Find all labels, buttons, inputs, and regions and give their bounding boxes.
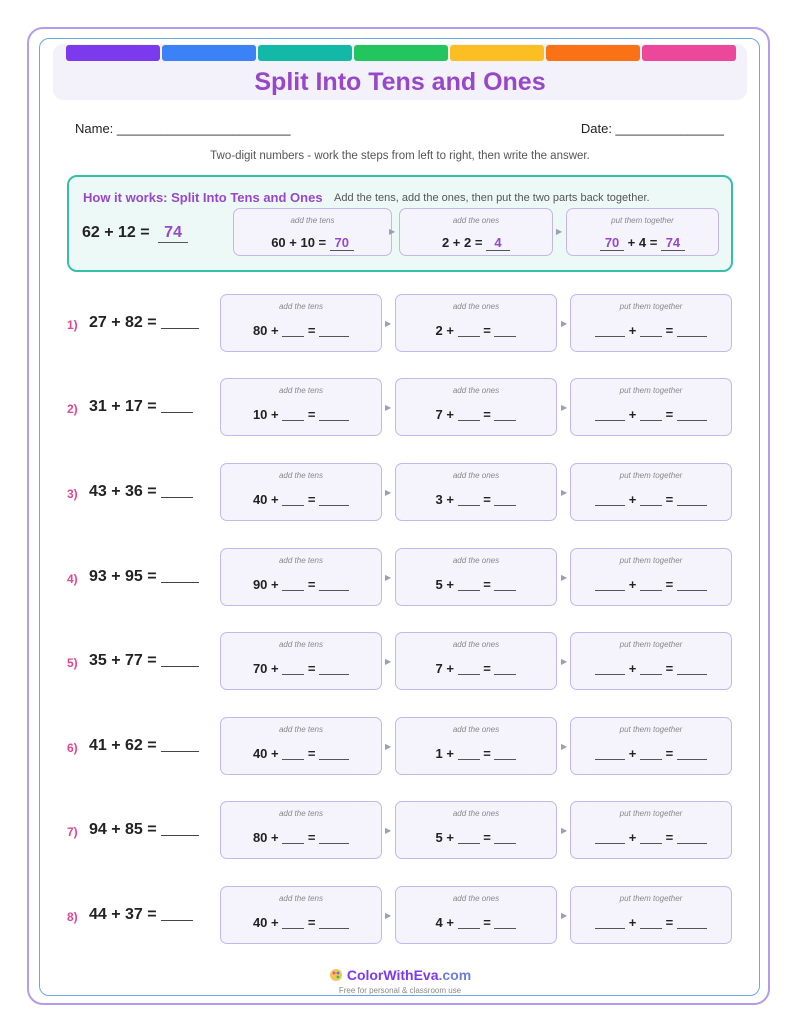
step-start: 1 + — [435, 746, 454, 761]
step-start: 3 + — [435, 492, 454, 507]
step-start: 7 + — [435, 407, 454, 422]
step-together — [570, 632, 732, 690]
problem-equation — [89, 652, 199, 670]
arrow-icon: ▶ — [556, 227, 563, 236]
answer-blank[interactable] — [677, 408, 707, 421]
step-caption: add the tens — [278, 386, 324, 395]
step-ones — [395, 294, 557, 352]
arrow-icon: ▶ — [385, 488, 392, 497]
step-start: 5 + — [435, 577, 454, 592]
problem-number: 7) — [67, 825, 78, 839]
answer-blank[interactable] — [458, 493, 480, 506]
step-caption: put them together — [619, 725, 683, 734]
arrow-icon: ▶ — [385, 742, 392, 751]
step-caption: add the ones — [452, 725, 500, 734]
answer-blank[interactable] — [282, 747, 304, 760]
step-ones — [395, 548, 557, 606]
answer-blank[interactable] — [319, 662, 349, 675]
step-line: 40 + = — [221, 746, 381, 761]
answer-blank[interactable] — [595, 662, 625, 675]
step-tens — [220, 463, 382, 521]
step-tens — [220, 717, 382, 775]
step-line: + = — [571, 915, 731, 930]
answer-blank[interactable] — [494, 662, 516, 675]
step-start: 10 + — [252, 407, 279, 422]
step-line: + = — [571, 407, 731, 422]
step-caption: add the tens — [278, 556, 324, 565]
instructions: Two-digit numbers - work the steps from left to right, then write the answer. — [210, 150, 590, 162]
arrow-icon: ▶ — [385, 657, 392, 666]
answer-blank[interactable] — [282, 578, 304, 591]
example-title: How it works: Split Into Tens and Ones — [83, 190, 323, 205]
step-ones — [395, 886, 557, 944]
stripe-1 — [66, 45, 160, 61]
step-caption: add the tens — [278, 725, 324, 734]
arrow-icon: ▶ — [561, 911, 568, 920]
answer-blank[interactable] — [319, 408, 349, 421]
example-step-line — [400, 235, 552, 251]
answer-blank[interactable] — [282, 493, 304, 506]
step-together — [570, 886, 732, 944]
answer-blank[interactable] — [595, 916, 625, 929]
footer-tagline: Free for personal & classroom use — [338, 986, 462, 995]
arrow-icon: ▶ — [561, 742, 568, 751]
step-caption: add the tens — [278, 894, 324, 903]
brand-domain: .com — [438, 967, 472, 983]
step-line: 5 + = — [396, 830, 556, 845]
answer-blank[interactable] — [640, 324, 662, 337]
example-step-result: 74 — [661, 235, 685, 251]
step-start: 4 + — [435, 915, 454, 930]
step-together — [570, 294, 732, 352]
problem-expression: 93 + 95 = — [89, 568, 157, 585]
problem-answer-blank[interactable] — [161, 398, 193, 413]
step-caption: put them together — [619, 894, 683, 903]
problem-number: 3) — [67, 487, 78, 501]
answer-blank[interactable] — [494, 578, 516, 591]
step-line: 40 + = — [221, 492, 381, 507]
answer-blank[interactable] — [640, 747, 662, 760]
example-step-caption: add the ones — [452, 216, 500, 225]
step-caption: add the ones — [452, 302, 500, 311]
step-start: 90 + — [252, 577, 279, 592]
answer-blank[interactable] — [458, 324, 480, 337]
step-together — [570, 378, 732, 436]
answer-blank[interactable] — [319, 916, 349, 929]
answer-blank[interactable] — [458, 916, 480, 929]
answer-blank[interactable] — [282, 662, 304, 675]
stripe-7 — [642, 45, 736, 61]
stripe-4 — [354, 45, 448, 61]
step-caption: add the ones — [452, 809, 500, 818]
step-caption: put them together — [619, 556, 683, 565]
problem-equation — [89, 568, 199, 586]
problem-expression: 31 + 17 = — [89, 398, 157, 415]
answer-blank[interactable] — [640, 916, 662, 929]
answer-blank[interactable] — [595, 324, 625, 337]
example-step-ones — [399, 208, 553, 256]
step-caption: put them together — [619, 386, 683, 395]
answer-blank[interactable] — [640, 408, 662, 421]
example-step-result: 70 — [330, 235, 354, 251]
step-caption: add the tens — [278, 302, 324, 311]
step-start: 2 + — [435, 323, 454, 338]
date-field[interactable]: Date: _______________ — [580, 121, 724, 136]
answer-blank[interactable] — [640, 493, 662, 506]
step-start: 70 + — [252, 661, 279, 676]
problem-number: 6) — [67, 741, 78, 755]
step-line: 7 + = — [396, 661, 556, 676]
answer-blank[interactable] — [494, 324, 516, 337]
step-start: 40 + — [252, 746, 279, 761]
step-line: + = — [571, 577, 731, 592]
example-step-line — [234, 235, 391, 251]
example-answer: 74 — [158, 224, 188, 243]
stripe-2 — [162, 45, 256, 61]
step-line: 1 + = — [396, 746, 556, 761]
problem-expression: 43 + 36 = — [89, 483, 157, 500]
footer — [0, 967, 800, 995]
step-line: 3 + = — [396, 492, 556, 507]
example-subtitle: Add the tens, add the ones, then put the two parts back together. — [334, 192, 650, 204]
step-together — [570, 463, 732, 521]
answer-blank[interactable] — [595, 578, 625, 591]
stripe-6 — [546, 45, 640, 61]
step-line: 80 + = — [221, 323, 381, 338]
step-line: 80 + = — [221, 830, 381, 845]
example-step-line — [567, 235, 718, 251]
problem-number: 2) — [67, 402, 78, 416]
answer-blank[interactable] — [458, 747, 480, 760]
arrow-icon: ▶ — [385, 911, 392, 920]
problem-expression: 27 + 82 = — [89, 314, 157, 331]
example-step-caption: put them together — [611, 216, 674, 225]
problem-answer-blank[interactable] — [161, 906, 193, 921]
palette-icon — [329, 968, 343, 982]
step-caption: add the ones — [452, 471, 500, 480]
step-line: + = — [571, 492, 731, 507]
step-ones — [395, 378, 557, 436]
step-tens — [220, 886, 382, 944]
step-caption: add the ones — [452, 894, 500, 903]
problem-answer-blank[interactable] — [161, 568, 199, 583]
answer-blank[interactable] — [677, 324, 707, 337]
stripe-3 — [258, 45, 352, 61]
arrow-icon: ▶ — [561, 403, 568, 412]
step-caption: add the tens — [278, 640, 324, 649]
step-start: 80 + — [252, 323, 279, 338]
step-together — [570, 548, 732, 606]
answer-blank[interactable] — [640, 578, 662, 591]
answer-blank[interactable] — [494, 408, 516, 421]
problem-number: 4) — [67, 572, 78, 586]
problem-answer-blank[interactable] — [161, 314, 199, 329]
step-start: 7 + — [435, 661, 454, 676]
example-step-op: + 4 = — [627, 235, 658, 250]
arrow-icon: ▶ — [561, 319, 568, 328]
brand-name: ColorWithEva — [346, 967, 439, 983]
step-caption: add the ones — [452, 386, 500, 395]
step-line: + = — [571, 323, 731, 338]
step-caption: put them together — [619, 640, 683, 649]
answer-blank[interactable] — [282, 408, 304, 421]
answer-blank[interactable] — [282, 324, 304, 337]
problem-expression: 44 + 37 = — [89, 906, 157, 923]
answer-blank[interactable] — [319, 747, 349, 760]
arrow-icon: ▶ — [561, 573, 568, 582]
answer-blank[interactable] — [640, 662, 662, 675]
problem-equation — [89, 821, 199, 839]
step-start: 80 + — [252, 830, 279, 845]
arrow-icon: ▶ — [385, 826, 392, 835]
step-line: 10 + = — [221, 407, 381, 422]
problem-equation — [89, 737, 199, 755]
problem-number: 1) — [67, 318, 78, 332]
step-line: + = — [571, 661, 731, 676]
example-step-caption: add the tens — [290, 216, 335, 225]
example-step-part: 70 — [600, 235, 624, 251]
brand — [0, 967, 800, 985]
step-caption: add the tens — [278, 809, 324, 818]
answer-blank[interactable] — [677, 831, 707, 844]
problem-answer-blank[interactable] — [161, 821, 199, 836]
answer-blank[interactable] — [319, 324, 349, 337]
answer-blank[interactable] — [458, 662, 480, 675]
color-stripes — [66, 45, 736, 61]
answer-blank[interactable] — [282, 916, 304, 929]
answer-blank[interactable] — [494, 493, 516, 506]
name-field[interactable]: Name: ________________________ — [75, 121, 291, 136]
step-together — [570, 801, 732, 859]
step-ones — [395, 632, 557, 690]
step-line: 2 + = — [396, 323, 556, 338]
step-line: 40 + = — [221, 915, 381, 930]
page-title: Split Into Tens and Ones — [254, 68, 546, 96]
example-step-left: 60 + 10 = — [271, 235, 327, 250]
answer-blank[interactable] — [282, 831, 304, 844]
step-line: 7 + = — [396, 407, 556, 422]
arrow-icon: ▶ — [385, 573, 392, 582]
problem-answer-blank[interactable] — [161, 652, 199, 667]
problem-number: 8) — [67, 910, 78, 924]
step-start: 5 + — [435, 830, 454, 845]
step-caption: add the ones — [452, 556, 500, 565]
answer-blank[interactable] — [458, 831, 480, 844]
step-ones — [395, 717, 557, 775]
step-ones — [395, 463, 557, 521]
problem-answer-blank[interactable] — [161, 737, 199, 752]
answer-blank[interactable] — [595, 408, 625, 421]
answer-blank[interactable] — [677, 747, 707, 760]
step-start: 40 + — [252, 492, 279, 507]
step-line: 4 + = — [396, 915, 556, 930]
step-line: + = — [571, 830, 731, 845]
answer-blank[interactable] — [494, 916, 516, 929]
problem-expression: 94 + 85 = — [89, 821, 157, 838]
answer-blank[interactable] — [494, 747, 516, 760]
problem-number: 5) — [67, 656, 78, 670]
problem-equation — [89, 483, 193, 501]
answer-blank[interactable] — [595, 747, 625, 760]
answer-blank[interactable] — [677, 493, 707, 506]
step-line: 70 + = — [221, 661, 381, 676]
arrow-icon: ▶ — [385, 319, 392, 328]
answer-blank[interactable] — [458, 408, 480, 421]
arrow-icon: ▶ — [561, 488, 568, 497]
answer-blank[interactable] — [677, 662, 707, 675]
stripe-5 — [450, 45, 544, 61]
answer-blank[interactable] — [458, 578, 480, 591]
example-step-tens — [233, 208, 392, 256]
example-equation — [82, 224, 188, 243]
arrow-icon: ▶ — [389, 227, 396, 236]
answer-blank[interactable] — [319, 493, 349, 506]
step-caption: add the tens — [278, 471, 324, 480]
problem-answer-blank[interactable] — [161, 483, 193, 498]
example-step-left: 2 + 2 = — [441, 235, 483, 250]
answer-blank[interactable] — [494, 831, 516, 844]
step-tens — [220, 294, 382, 352]
step-line: + = — [571, 746, 731, 761]
arrow-icon: ▶ — [561, 657, 568, 666]
example-expression: 62 + 12 = — [82, 224, 150, 241]
problem-equation — [89, 398, 193, 416]
answer-blank[interactable] — [677, 578, 707, 591]
answer-blank[interactable] — [640, 831, 662, 844]
answer-blank[interactable] — [319, 831, 349, 844]
step-caption: put them together — [619, 302, 683, 311]
step-caption: put them together — [619, 471, 683, 480]
step-together — [570, 717, 732, 775]
problem-equation — [89, 314, 199, 332]
step-start: 40 + — [252, 915, 279, 930]
step-tens — [220, 548, 382, 606]
step-line: 90 + = — [221, 577, 381, 592]
answer-blank[interactable] — [595, 831, 625, 844]
arrow-icon: ▶ — [561, 826, 568, 835]
step-tens — [220, 378, 382, 436]
step-tens — [220, 801, 382, 859]
step-tens — [220, 632, 382, 690]
problem-expression: 35 + 77 = — [89, 652, 157, 669]
step-caption: put them together — [619, 809, 683, 818]
answer-blank[interactable] — [319, 578, 349, 591]
step-line: 5 + = — [396, 577, 556, 592]
example-step-together — [566, 208, 719, 256]
step-caption: add the ones — [452, 640, 500, 649]
step-ones — [395, 801, 557, 859]
problem-equation — [89, 906, 193, 924]
problem-expression: 41 + 62 = — [89, 737, 157, 754]
example-step-result: 4 — [486, 235, 510, 251]
arrow-icon: ▶ — [385, 403, 392, 412]
answer-blank[interactable] — [677, 916, 707, 929]
answer-blank[interactable] — [595, 493, 625, 506]
